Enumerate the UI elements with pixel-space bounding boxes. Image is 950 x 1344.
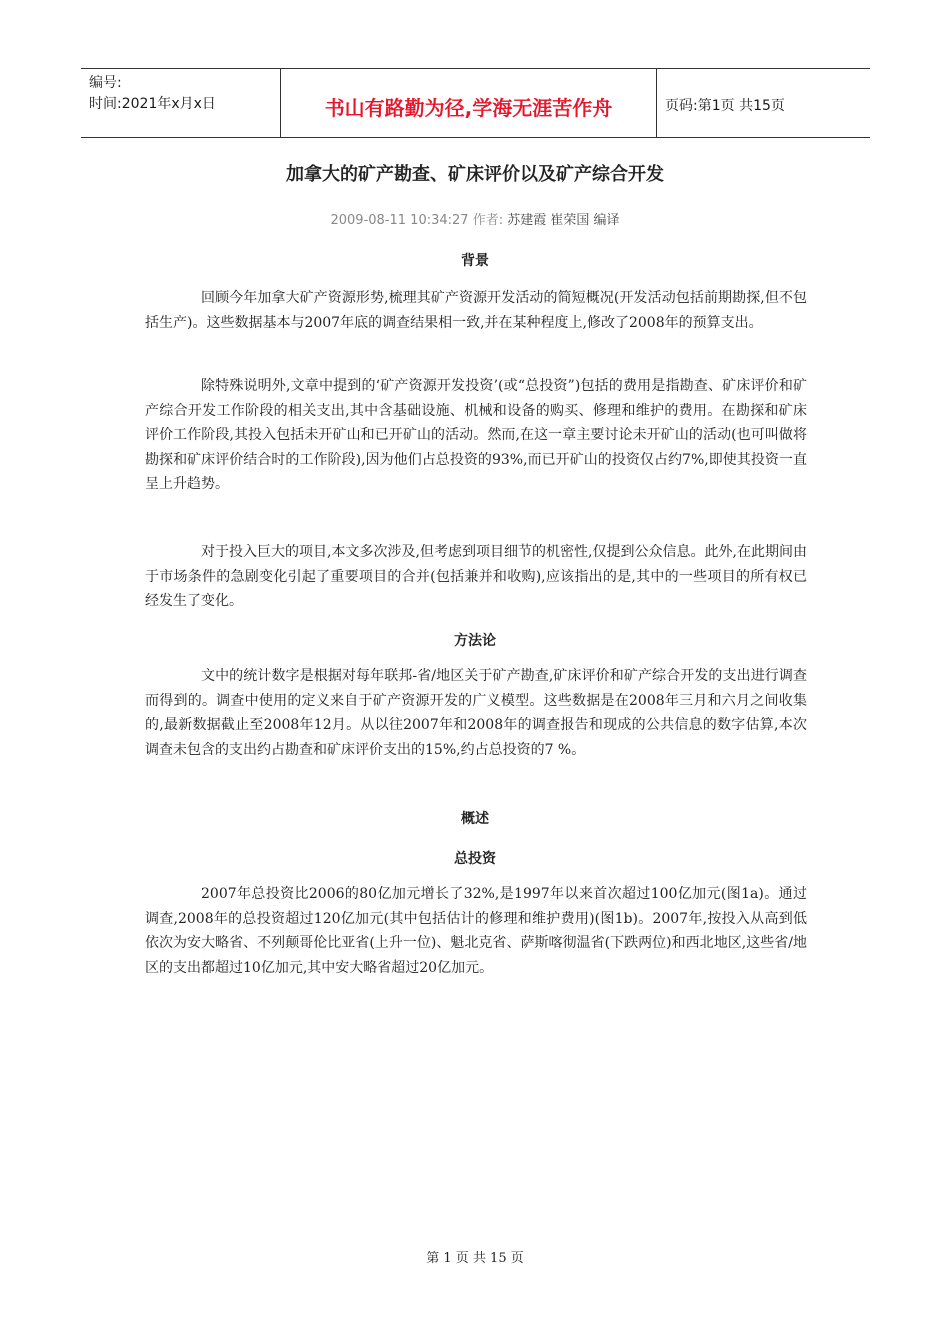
author-label: 作者: [472, 213, 504, 228]
time-label: 时间:2021年x月x日 [89, 96, 216, 112]
section-heading-total-investment: 总投资 [454, 851, 496, 867]
header-left-cell [81, 69, 281, 137]
paragraph-1: 回顾今年加拿大矿产资源形势,梳理其矿产资源开发活动的简短概况(开发活动包括前期勘探,但不包括生产)。这些数据基本与2007年底的调查结果相一致,并在某种程度上,修改了2008年的预算支出。 [145, 290, 807, 331]
paragraph-2: 除特殊说明外,文章中提到的‘矿产资源开发投资’(或“总投资”)包括的费用是指勘查、矿床评价和矿产综合开发工作阶段的相关支出,其中含基础设施、机械和设备的购买、修理和维护的费用。在勘探和矿床评价工作阶段,其投入包括未开矿山和已开矿山的活动。然而,在这一章主要讨论未开矿山的活动(也可叫做将勘探和矿床评价结合时的工作阶段),因为他们占总投资的93%,而已开矿山的投资仅占约7%,即使其投资一直呈上升趋势。 [145, 378, 807, 492]
article-meta [0, 209, 950, 228]
header-motto: 书山有路勤为径,学海无涯苦作舟 [281, 69, 657, 137]
section-heading-background: 背景 [461, 253, 489, 269]
paragraph-5: 2007年总投资比2006的80亿加元增长了32%,是1997年以来首次超过100亿加元(图1a)。通过调查,2008年的总投资超过120亿加元(其中包括估计的修理和维护费用)(图1b)。2007年,按投入从高到低依次为安大略省、不列颠哥伦比亚省(上升一位)、魁北克省、萨斯喀彻温省(下跌两位)和西北地区,这些省/地区的支出都超过10亿加元,其中安大略省超过20亿加元。 [145, 886, 807, 976]
page-footer: 第 1 页 共 15 页 [426, 1251, 524, 1266]
paragraph-4: 文中的统计数字是根据对每年联邦-省/地区关于矿产勘查,矿床评价和矿产综合开发的支出进行调查而得到的。调查中使用的定义来自于矿产资源开发的广义模型。这些数据是在2008年三月和六月之间收集的,最新数据截止至2008年12月。从以往2007年和2008年的调查报告和现成的公共信息的数字估算,本次调查未包含的支出约占勘查和矿床评价支出的15%,约占总投资的7 %。 [145, 668, 807, 758]
paragraph-3: 对于投入巨大的项目,本文多次涉及,但考虑到项目细节的机密性,仅提到公众信息。此外,在此期间由于市场条件的急剧变化引起了重要项目的合并(包括兼并和收购),应该指出的是,其中的一些项目的所有权已经发生了变化。 [145, 544, 807, 609]
number-label: 编号: [89, 75, 122, 91]
section-heading-methodology: 方法论 [454, 633, 496, 649]
section-heading-overview: 概述 [461, 811, 489, 827]
header-table [81, 68, 870, 138]
author-names: 苏建霞 崔荣国 编译 [507, 213, 620, 228]
header-page-info: 页码:第1页 共15页 [665, 98, 785, 114]
publish-datetime: 2009-08-11 10:34:27 [330, 213, 469, 228]
document-title: 加拿大的矿产勘查、矿床评价以及矿产综合开发 [286, 164, 664, 185]
